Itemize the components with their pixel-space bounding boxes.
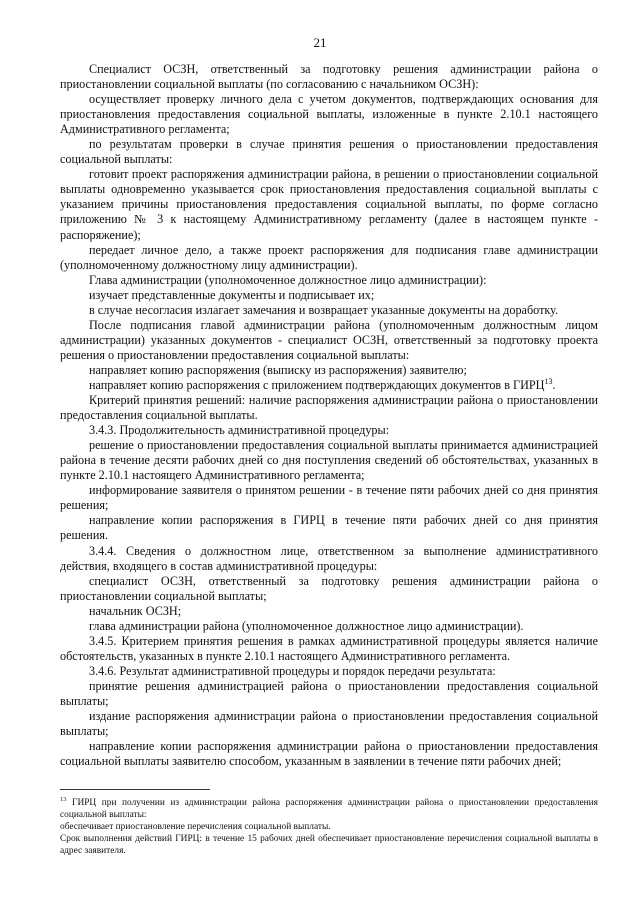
- footnote-reference: 13: [544, 376, 553, 386]
- paragraph-text: направляет копию распоряжения с приложением подтверждающих документов в ГИРЦ: [89, 377, 545, 392]
- paragraph: направление копии распоряжения в ГИРЦ в течение пяти рабочих дней со дня принятия решения.: [60, 513, 598, 543]
- section-heading: 3.4.6. Результат административной процедуры и порядок передачи результата:: [89, 663, 496, 678]
- section-heading: 3.4.4. Сведения о должностном лице, ответственном за выполнение административного действия, входящего в состав административной процедуры:: [60, 543, 598, 573]
- paragraph: передает личное дело, а также проект распоряжения для подписания главе администрации (уполномоченному должностному лицу администрации).: [60, 242, 598, 272]
- footnote-item: [60, 797, 598, 821]
- section-heading: 3.4.3. Продолжительность административной процедуры:: [89, 423, 390, 438]
- footnotes: [60, 797, 598, 857]
- paragraph: в случае несогласия излагает замечания и возвращает указанные документы на доработку.: [89, 302, 559, 317]
- paragraph: издание распоряжения администрации района о приостановлении предоставления социальной выплаты;: [60, 709, 598, 739]
- page-number: 21: [313, 35, 327, 50]
- paragraph: глава администрации района (уполномоченное должностное лицо администрации).: [89, 618, 524, 633]
- paragraph: решение о приостановлении предоставления социальной выплаты принимается администрацией района в течение десяти рабочих дней со дня поступления сведений об обстоятельствах, указанных в пункте 2.10.1 настоящего Административного регламента;: [60, 438, 598, 483]
- paragraph: направляет копию распоряжения (выписку из распоряжения) заявителю;: [89, 362, 467, 377]
- section-heading: 3.4.5. Критерием принятия решения в рамках административной процедуры является наличие обстоятельств, указанных в пункте 2.10.1 настоящего Административного регламента.: [60, 633, 598, 663]
- paragraph: по результатам проверки в случае принятия решения о приостановлении предоставления социальной выплаты:: [60, 137, 598, 167]
- footnote-divider: [60, 789, 210, 790]
- paragraph: Специалист ОСЗН, ответственный за подготовку решения администрации района о приостановлении социальной выплаты (по согласованию с начальником ОСЗН):: [60, 62, 598, 92]
- paragraph: информирование заявителя о принятом решении - в течение пяти рабочих дней со дня принятия решения;: [60, 483, 598, 513]
- footnote-marker: 13: [60, 796, 67, 803]
- paragraph: После подписания главой администрации района (уполномоченным должностным лицом администрации) указанных документов - специалист ОСЗН, ответственный за подготовку проекта решения о приостановлении предоставления социальной выплаты:: [60, 317, 598, 362]
- paragraph: готовит проект распоряжения администрации района, в решении о приостановлении социальной выплаты одновременно указывается срок приостановления предоставления социальной выплаты с указанием причины приостановления предоставления социальной выплаты, по форме согласно приложению № 3 к настоящему Административному регламенту (далее в настоящем пункте - распоряжение);: [60, 167, 598, 242]
- paragraph: специалист ОСЗН, ответственный за подготовку решения администрации района о приостановлении социальной выплаты;: [60, 573, 598, 603]
- document-body: [60, 62, 598, 769]
- paragraph-with-footnote: направляет копию распоряжения с приложением подтверждающих документов в ГИРЦ$^{13}$.: [89, 376, 556, 392]
- paragraph: принятие решения администрацией района о приостановлении предоставления социальной выплаты;: [60, 678, 598, 708]
- paragraph: Глава администрации (уполномоченное должностное лицо администрации):: [89, 272, 487, 287]
- paragraph: изучает представленные документы и подписывает их;: [89, 287, 375, 302]
- paragraph: Критерий принятия решений: наличие распоряжения администрации района о приостановлении предоставления социальной выплаты.: [60, 393, 598, 423]
- footnote-text: ГИРЦ при получении из администрации района распоряжения администрации района о приостановлении предоставления социальной выплаты:: [60, 798, 598, 821]
- footnote-item: Срок выполнения действий ГИРЦ: в течение 15 рабочих дней обеспечивает приостановление перечисления социальной выплаты в адрес заявителя.: [60, 834, 598, 857]
- paragraph: осуществляет проверку личного дела с учетом документов, подтверждающих основания для приостановления предоставления социальной выплаты, изложенные в пункте 2.10.1 настоящего Административного регламента;: [60, 92, 598, 137]
- paragraph: начальник ОСЗН;: [89, 603, 182, 618]
- paragraph: направление копии распоряжения администрации района о приостановлении предоставления социальной выплаты заявителю способом, указанным в заявлении в течение пяти рабочих дней;: [60, 739, 598, 769]
- footnote-item: обеспечивает приостановление перечисления социальной выплаты.: [60, 822, 331, 833]
